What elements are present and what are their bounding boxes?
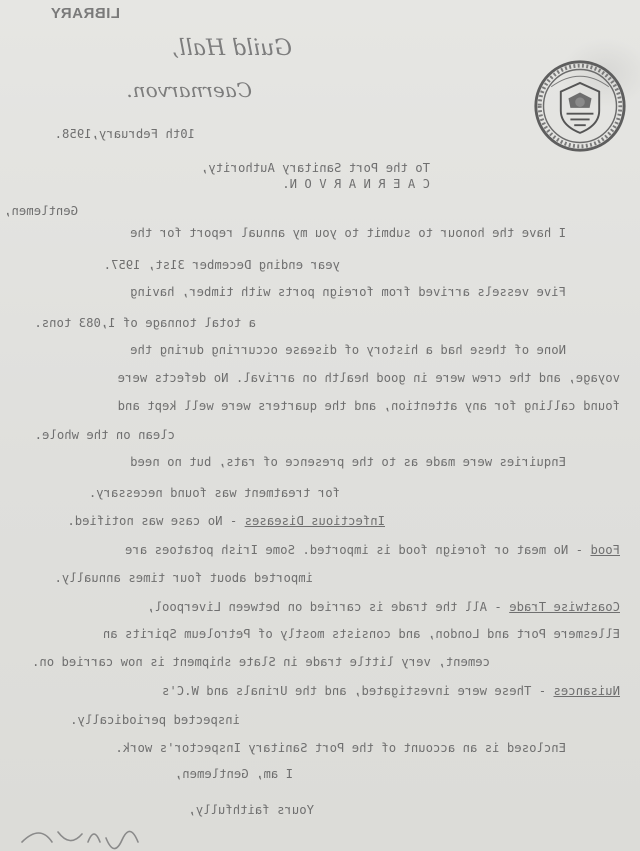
nuisances-line-2: inspected periodically.: [70, 713, 240, 727]
coastwise-line-3: cement, very little trade in Slate shipment is now carried on.: [31, 655, 490, 669]
body-line: voyage, and the crew were in good health on arrival. No defects were: [117, 371, 620, 385]
enclosure-note: Enclosed is an account of the Port Sanitary Inspector's work.: [115, 741, 566, 755]
address-line-2: Caernarvon.: [126, 78, 252, 102]
infectious-text: - No case was notified.: [67, 514, 245, 528]
coastwise-section: [147, 600, 620, 614]
body-line: None of these had a history of disease occurring during the: [130, 343, 566, 357]
body-line: year ending December 31st, 1957.: [103, 258, 340, 272]
coastwise-heading: Coastwise Trade: [509, 600, 620, 614]
body-line: I have the honour to submit to you my annual report for the: [130, 226, 566, 240]
body-line: clean on the whole.: [34, 428, 175, 442]
addressee-line-1: To the Port Sanitary Authority,: [200, 161, 430, 175]
coastwise-line-2: Ellesmere Port and London, and consists mostly of Petroleum Spirits an: [102, 627, 620, 641]
infectious-section: [67, 514, 385, 528]
address-line-1: Guild Hall,: [171, 36, 292, 61]
infectious-heading: Infectious Diseases: [244, 514, 385, 528]
food-section: [125, 543, 620, 557]
library-stamp: LIBRARY: [50, 5, 120, 22]
nuisances-heading: Nuisances: [553, 684, 620, 698]
letter-date: 10th February,1958.: [54, 127, 195, 141]
handwritten-signature: [10, 812, 140, 851]
nuisances-section: [162, 684, 620, 698]
body-line: Enquiries were made as to the presence of rats, but no need: [130, 455, 566, 469]
body-line: for treatment was found necessary.: [88, 486, 340, 500]
salutation: Gentlemen,: [4, 204, 78, 218]
borough-seal-icon: [532, 58, 628, 154]
coastwise-text: - All the trade is carried on between Liverpool,: [147, 600, 510, 614]
body-line: a total tonnage of 1,083 tons.: [34, 316, 256, 330]
addressee-line-2: C A E R N A R V O N.: [282, 177, 430, 191]
closing-yours: Yours faithfully,: [188, 803, 314, 817]
nuisances-text: - These were investigated, and the Urinals and W.C's: [161, 684, 554, 698]
food-line-2: imported about four times annually.: [54, 571, 313, 585]
body-line: Five vessels arrived from foreign ports with timber, having: [130, 285, 566, 299]
food-text: - No meat or foreign food is imported. Some Irish potatoes are: [125, 543, 591, 557]
closing-i-am: I am, Gentlemen,: [174, 767, 293, 781]
food-heading: Food: [590, 543, 620, 557]
body-line: found calling for any attention, and the quarters were well kept and: [117, 399, 620, 413]
